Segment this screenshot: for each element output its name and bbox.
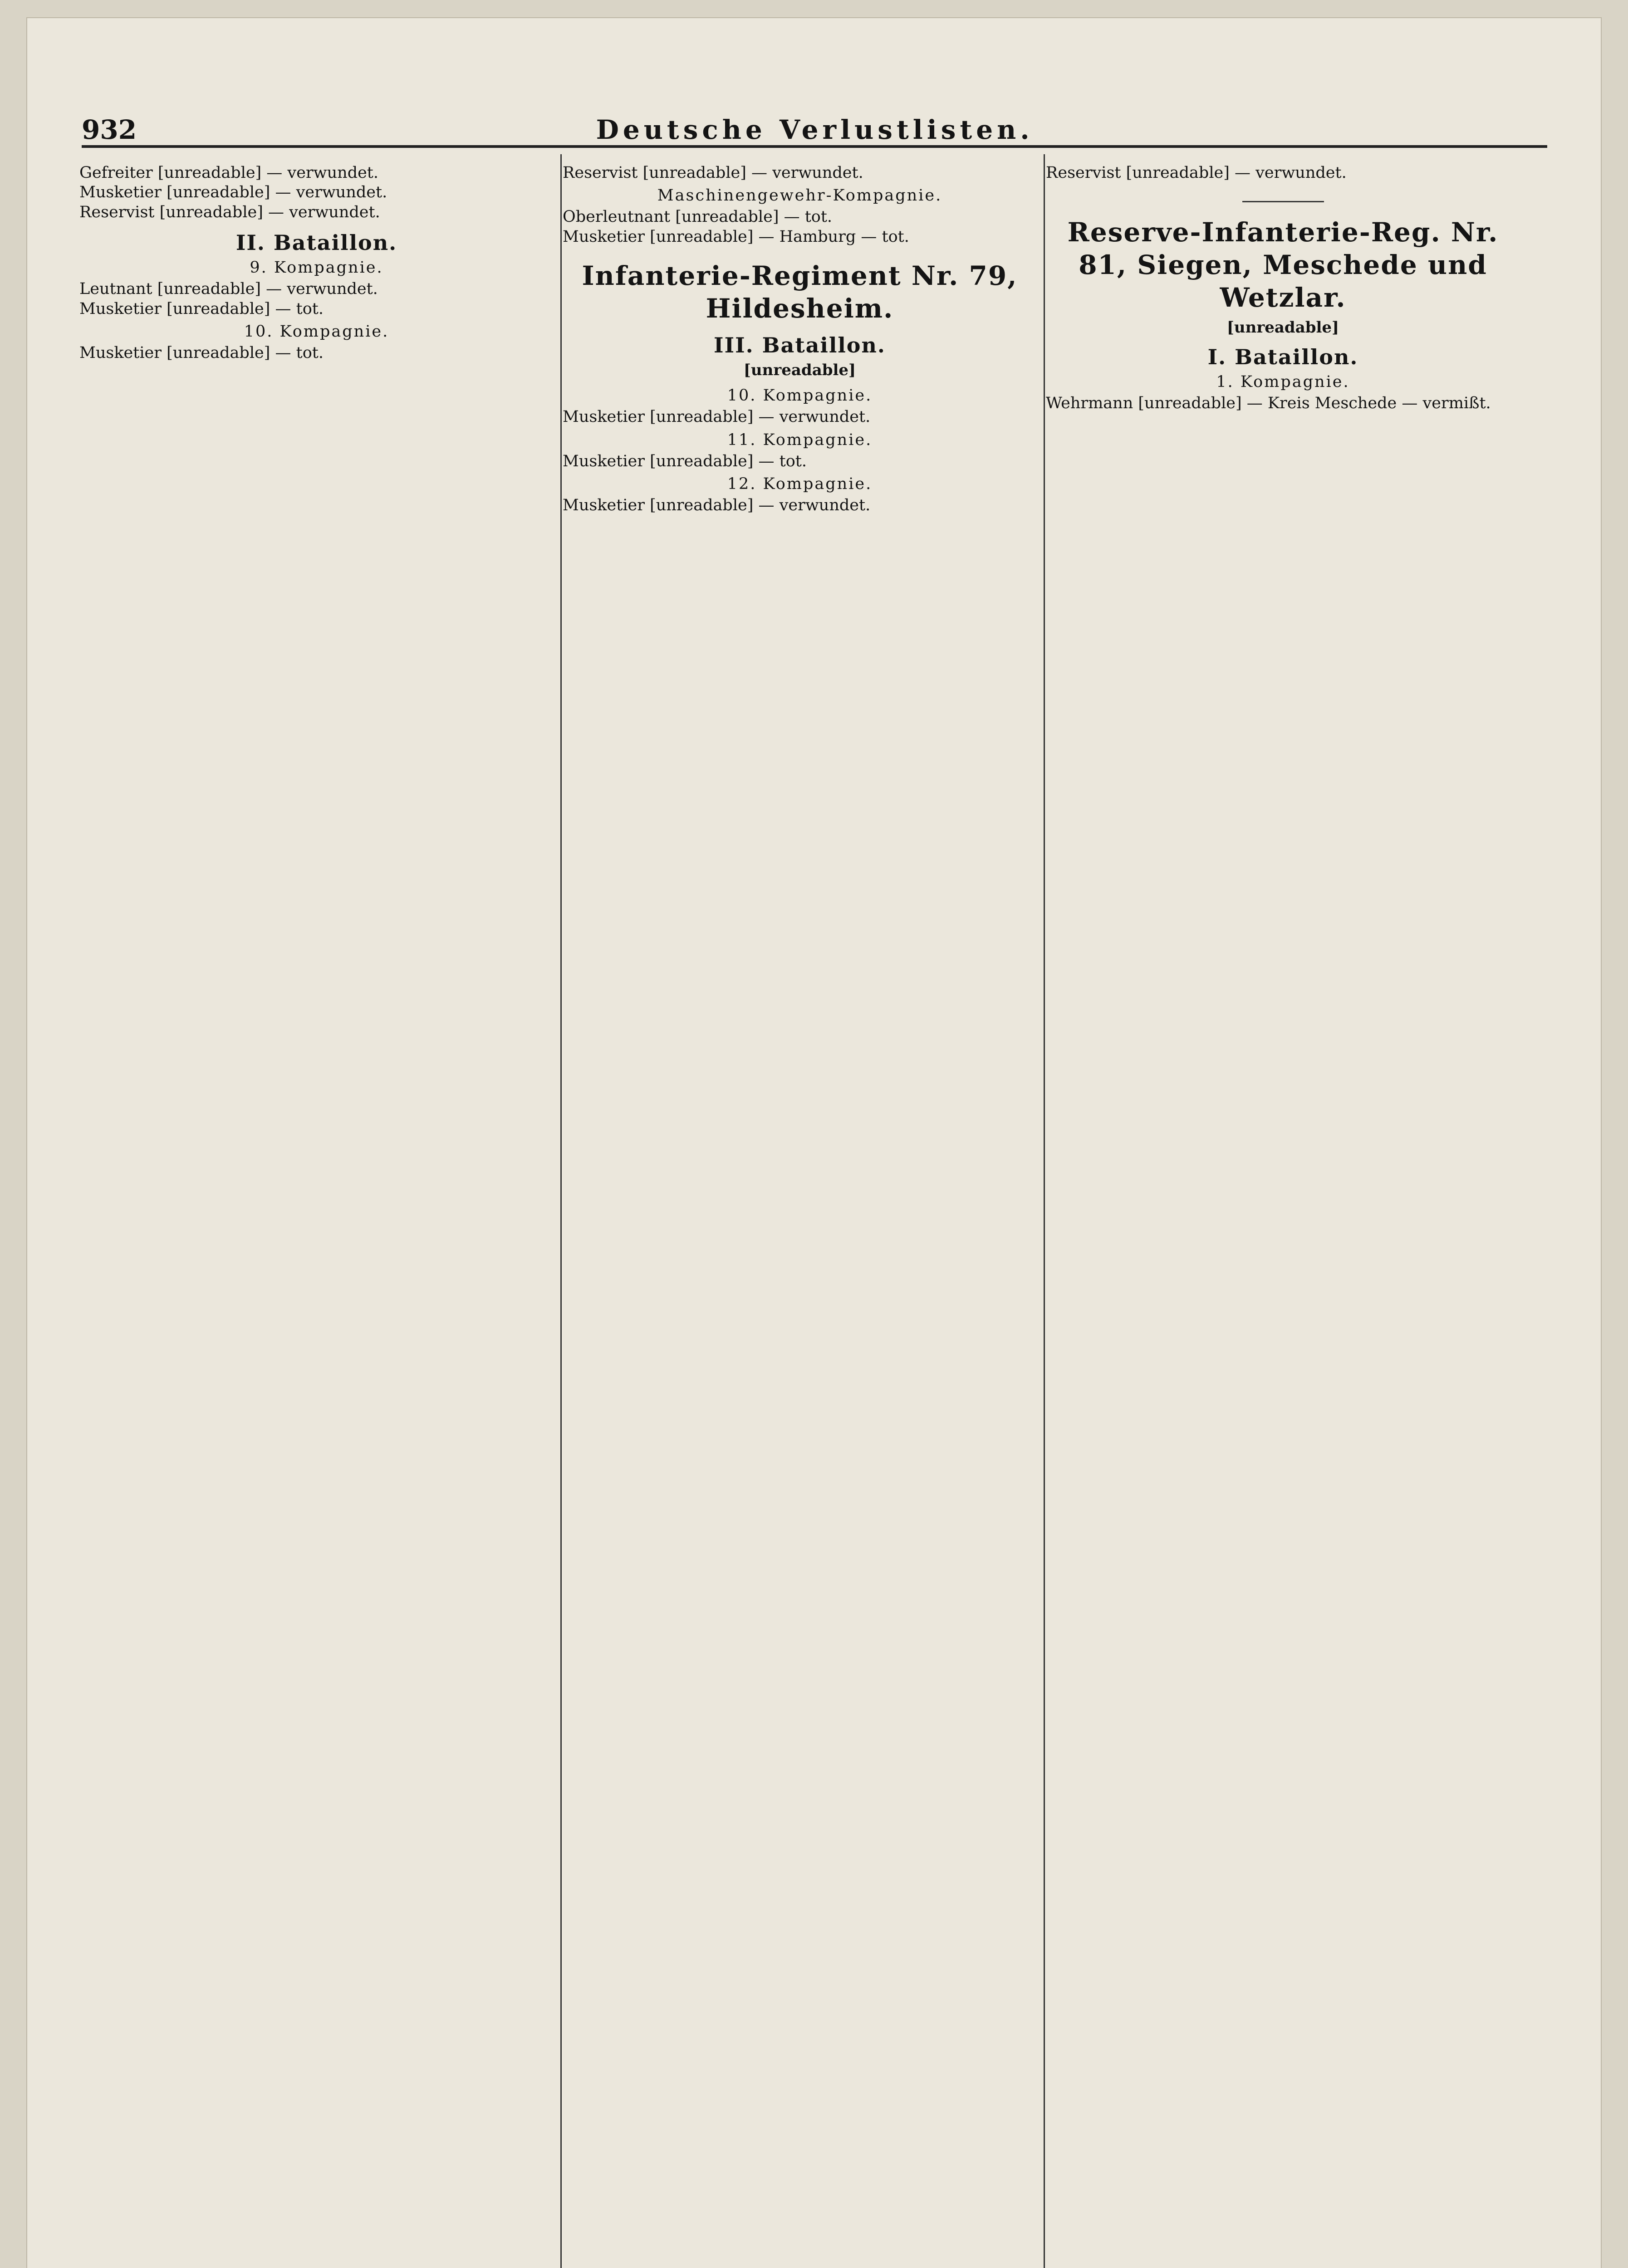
battalion-heading: II. Bataillon. bbox=[235, 230, 397, 255]
casualty-entry: Reservist [unreadable] — verwundet. bbox=[79, 203, 380, 221]
column-2 bbox=[563, 163, 1037, 2268]
running-title: Deutsche Verlustlisten. bbox=[596, 114, 1034, 145]
regiment-heading: Infanterie-Regiment Nr. 79, Hildesheim. bbox=[582, 260, 1018, 324]
company-heading: 10. Kompagnie. bbox=[727, 386, 873, 405]
company-heading: 11. Kompagnie. bbox=[727, 430, 873, 449]
casualty-list bbox=[563, 407, 1037, 427]
company-heading: 1. Kompagnie. bbox=[1216, 373, 1350, 391]
company-heading: Maschinengewehr-Kompagnie. bbox=[657, 186, 942, 205]
column-divider bbox=[560, 154, 562, 2268]
casualty-entry: Musketier [unreadable] — verwundet. bbox=[563, 496, 871, 515]
casualty-entry: Oberleutnant [unreadable] — tot. bbox=[563, 208, 833, 226]
section-divider bbox=[1242, 201, 1324, 202]
casualty-entry: Musketier [unreadable] — tot. bbox=[563, 452, 807, 470]
engagement-subtitle: [unreadable] bbox=[743, 361, 856, 380]
battalion-heading: I. Bataillon. bbox=[1207, 345, 1358, 370]
casualty-entry: Wehrmann [unreadable] — Kreis Meschede — vermißt. bbox=[1046, 394, 1491, 413]
casualty-list bbox=[563, 452, 1037, 471]
company-heading: 12. Kompagnie. bbox=[727, 475, 873, 494]
page-number: 932 bbox=[82, 114, 137, 145]
column-3 bbox=[1046, 163, 1520, 2268]
casualty-entry: Musketier [unreadable] — Hamburg — tot. bbox=[563, 227, 909, 246]
column-divider bbox=[1044, 154, 1045, 2268]
casualty-entry: Leutnant [unreadable] — verwundet. bbox=[79, 280, 378, 298]
column-1 bbox=[79, 163, 554, 2268]
engagement-subtitle: [unreadable] bbox=[1226, 318, 1339, 337]
casualty-list bbox=[79, 163, 554, 222]
battalion-heading: III. Bataillon. bbox=[714, 333, 886, 358]
casualty-entry: Musketier [unreadable] — verwundet. bbox=[79, 183, 387, 202]
casualty-list bbox=[1046, 394, 1520, 413]
casualty-list bbox=[79, 279, 554, 319]
casualty-entry: Reservist [unreadable] — verwundet. bbox=[563, 164, 863, 182]
casualty-entry: Gefreiter [unreadable] — verwundet. bbox=[79, 164, 379, 182]
newspaper-page bbox=[27, 18, 1601, 2268]
company-heading: 9. Kompagnie. bbox=[250, 259, 383, 277]
casualty-list bbox=[563, 496, 1037, 515]
casualty-entry: Musketier [unreadable] — tot. bbox=[79, 344, 324, 362]
casualty-list bbox=[563, 207, 1037, 247]
regiment-heading: Reserve-Infanterie-Reg. Nr. 81, Siegen, Meschede und Wetzlar. bbox=[1067, 217, 1499, 313]
company-heading: 10. Kompagnie. bbox=[244, 323, 389, 341]
page-header bbox=[82, 100, 1547, 148]
casualty-list bbox=[79, 343, 554, 363]
casualty-entry: Reservist [unreadable] — verwundet. bbox=[1046, 164, 1347, 182]
casualty-entry: Musketier [unreadable] — tot. bbox=[79, 299, 324, 318]
casualty-list bbox=[1046, 163, 1520, 183]
casualty-entry: Musketier [unreadable] — verwundet. bbox=[563, 408, 871, 426]
casualty-list bbox=[563, 163, 1037, 183]
